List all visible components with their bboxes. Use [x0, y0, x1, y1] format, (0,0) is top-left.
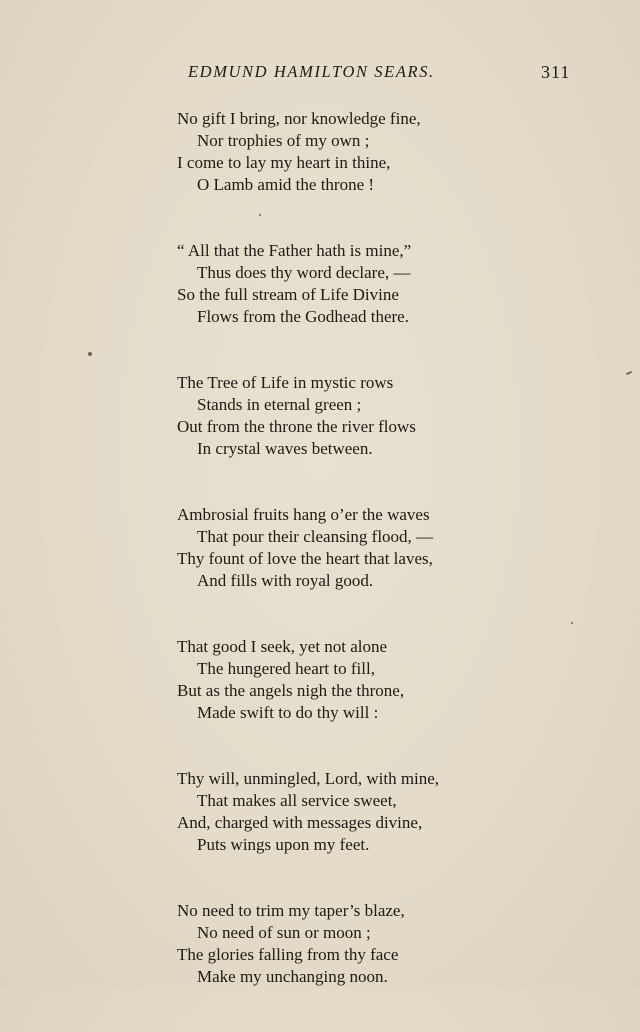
poem-line: In crystal waves between.: [197, 439, 373, 458]
poem-line: The hungered heart to fill,: [197, 659, 375, 678]
poem-line: Flows from the Godhead there.: [197, 307, 409, 326]
poem-line: I come to lay my heart in thine,: [177, 153, 391, 172]
poem-line: No need to trim my taper’s blaze,: [177, 901, 405, 920]
poem-line: Ambrosial fruits hang o’er the waves: [177, 505, 430, 524]
stanza-6: [177, 768, 517, 856]
poem-line: And, charged with messages divine,: [177, 813, 423, 832]
stanza-4: [177, 504, 517, 592]
poem: [177, 108, 517, 1032]
poem-line: No gift I bring, nor knowledge fine,: [177, 109, 421, 128]
poem-line: That makes all service sweet,: [197, 791, 397, 810]
poem-line: Thus does thy word declare, —: [197, 263, 411, 282]
running-head: [0, 62, 640, 86]
poem-line: But as the angels nigh the throne,: [177, 681, 405, 700]
poem-line: So the full stream of Life Divine: [177, 285, 399, 304]
poem-line: Thy fount of love the heart that laves,: [177, 549, 433, 568]
stanza-5: [177, 636, 517, 724]
paper-speck: [259, 214, 261, 216]
poem-line: Nor trophies of my own ;: [197, 131, 370, 150]
poem-line: “ All that the Father hath is mine,”: [177, 241, 412, 260]
poem-line: No need of sun or moon ;: [197, 923, 371, 942]
poem-line: And fills with royal good.: [197, 571, 374, 590]
poem-line: Puts wings upon my feet.: [197, 835, 370, 854]
stanza-2: [177, 240, 517, 328]
page-number: 311: [541, 62, 571, 82]
poem-line: The Tree of Life in mystic rows: [177, 373, 394, 392]
poem-line: O Lamb amid the throne !: [197, 175, 375, 194]
poem-line: Out from the throne the river flows: [177, 417, 416, 436]
running-title: EDMUND HAMILTON SEARS.: [188, 62, 435, 81]
paper-speck: [626, 371, 632, 375]
poem-line: That pour their cleansing flood, —: [197, 527, 434, 546]
poem-line: Stands in eternal green ;: [197, 395, 362, 414]
stanza-3: [177, 372, 517, 460]
poem-line: Made swift to do thy will :: [197, 703, 379, 722]
stanza-1: [177, 108, 517, 196]
paper-speck: [88, 352, 92, 356]
stanza-7: [177, 900, 517, 988]
poem-line: Make my unchanging noon.: [197, 967, 388, 986]
paper-speck: [571, 622, 573, 624]
poem-line: Thy will, unmingled, Lord, with mine,: [177, 769, 440, 788]
poem-line: The glories falling from thy face: [177, 945, 399, 964]
poem-line: That good I seek, yet not alone: [177, 637, 388, 656]
